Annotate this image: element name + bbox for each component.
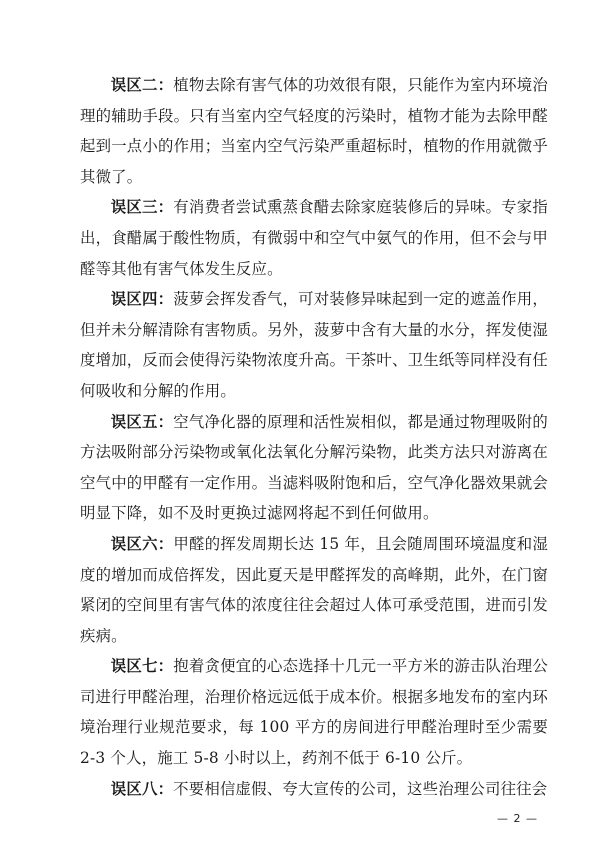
paragraph-heading: 误区六： (110, 534, 174, 553)
paragraph-text: 甲醛的挥发周期长达 15 年，且会随周围环境温度和湿度的增加而成倍挥发，因此夏天是甲醛挥发的高峰期，此外，在门窗紧闭的空间里有害气体的浓度往往会超过人体可承受范围，进而引发疾病。 (80, 534, 548, 645)
paragraph-myth-6 (80, 529, 548, 651)
paragraph-myth-4 (80, 284, 548, 406)
paragraph-text: 不要相信虚假、夸大宣传的公司，这些治理公司往往会 (173, 779, 548, 798)
paragraph-myth-7 (80, 651, 548, 773)
page-number: — 2 — (497, 812, 538, 825)
paragraph-text: 菠萝会挥发香气，可对装修异味起到一定的遮盖作用，但并未分解清除有害物质。另外，菠萝中含有大量的水分，挥发使湿度增加，反而会使得污染物浓度升高。干茶叶、卫生纸等同样没有任何吸收和分解的作用。 (80, 290, 548, 400)
paragraph-heading: 误区二： (110, 76, 174, 94)
paragraph-text: 空气净化器的原理和活性炭相似，都是通过物理吸附的方法吸附部分污染物或氧化法氧化分解污染物，此类方法只对游离在空气中的甲醛有一定作用。当滤料吸附饱和后，空气净化器效果就会明显下降，如不及时更换过滤网将起不到任何做用。 (80, 412, 548, 523)
paragraph-text: 抱着贪便宜的心态选择十几元一平方米的游击队治理公司进行甲醛治理，治理价格远远低于成本价。根据多地发布的室内环境治理行业规范要求，每 100 平方的房间进行甲醛治理时至少需要 2-3 个人，施工 5-8 小时以上，药剂不低于 6-10 公斤。 (80, 657, 548, 768)
paragraph-text: 有消费者尝试熏蒸食醋去除家庭装修后的异味。专家指出，食醋属于酸性物质，有微弱中和空气中氨气的作用，但不会与甲醛等其他有害气体发生反应。 (80, 198, 548, 278)
document-body (80, 70, 548, 804)
paragraph-myth-8 (80, 774, 548, 805)
paragraph-heading: 误区七： (110, 657, 174, 676)
paragraph-heading: 误区五： (110, 412, 174, 431)
paragraph-heading: 误区八： (110, 779, 174, 798)
paragraph-myth-3 (80, 192, 548, 284)
paragraph-text: 植物去除有害气体的功效很有限，只能作为室内环境治理的辅助手段。只有当室内空气轻度的污染时，植物才能为去除甲醛起到一点小的作用；当室内空气污染严重超标时，植物的作用就微乎其微了。 (80, 76, 548, 186)
paragraph-myth-2 (80, 70, 548, 192)
paragraph-heading: 误区三： (110, 198, 174, 217)
paragraph-myth-5 (80, 407, 548, 529)
paragraph-heading: 误区四： (110, 290, 174, 309)
